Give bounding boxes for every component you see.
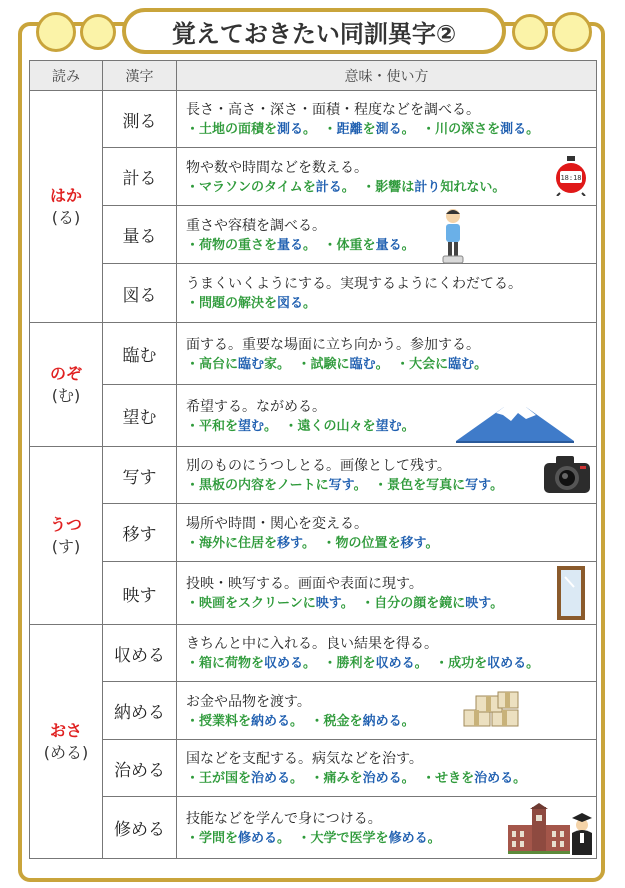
example-segment: 。 (303, 122, 310, 137)
example-segment: 。 (401, 771, 409, 786)
reading-cell (30, 447, 103, 625)
example-segment: 臨む (238, 356, 265, 372)
kanji-cell: 量る (103, 206, 177, 264)
table-header-row (30, 61, 597, 91)
usage-example (186, 122, 310, 137)
example-segment: ・体重を (323, 237, 376, 253)
usage-example (298, 357, 383, 372)
kanji-cell: 写す (103, 447, 177, 504)
table-row (30, 91, 597, 148)
usage-example (186, 478, 360, 493)
usage-example (186, 656, 310, 671)
kanji-cell: 修める (103, 797, 177, 859)
example-segment: 修める (388, 830, 428, 846)
example-segment: ・川の深さを (422, 122, 501, 137)
example-segment: ・せきを (422, 771, 475, 786)
example-segment: ・高台に (186, 356, 239, 372)
table-row (30, 797, 597, 859)
usage-examples (186, 769, 588, 789)
example-segment: ・影響は (362, 179, 415, 195)
example-segment: ・授業料を (186, 713, 252, 729)
example-segment: 治める (251, 771, 291, 786)
reading-kana: うつ (49, 514, 82, 534)
example-segment: 。 (303, 237, 310, 253)
usage-example (374, 478, 503, 493)
example-segment: 。 (340, 596, 348, 611)
meaning-text: 国などを支配する。病気などを治す。 (186, 751, 423, 767)
example-segment: 。 (303, 296, 317, 311)
kanji-cell: 映す (103, 562, 177, 625)
header-meaning: 意味・使い方 (177, 61, 597, 91)
usage-example (186, 714, 297, 729)
example-segment: 。 (375, 356, 383, 372)
table-row (30, 264, 597, 323)
meaning-cell (177, 682, 597, 740)
usage-examples (186, 534, 588, 554)
meaning-cell (177, 447, 597, 504)
usage-example (298, 831, 441, 846)
kanji-cell: 治める (103, 740, 177, 797)
table-row (30, 148, 597, 206)
meaning-cell (177, 740, 597, 797)
kanji-cell: 測る (103, 91, 177, 148)
usage-examples (186, 829, 588, 849)
table-row (30, 323, 597, 385)
decor-circle (512, 14, 548, 50)
usage-example (186, 831, 284, 846)
example-segment: 。 (301, 535, 309, 551)
usage-example (311, 771, 409, 786)
usage-example (285, 419, 415, 434)
usage-example (186, 296, 316, 311)
kanji-table (29, 60, 597, 859)
example-segment: 。 (427, 830, 441, 846)
meaning-cell (177, 264, 597, 323)
usage-example (186, 596, 347, 611)
example-segment: ・学問を (186, 830, 239, 846)
example-segment: 。 (303, 656, 310, 671)
meaning-cell (177, 562, 597, 625)
reading-okurigana: (る) (51, 207, 81, 227)
usage-example (422, 771, 526, 786)
example-segment: 。 (353, 478, 361, 493)
meaning-text: 面する。重要な場面に立ち向かう。参加する。 (186, 336, 480, 353)
example-segment: を (362, 122, 376, 137)
example-segment: ・荷物の重さを (186, 237, 278, 253)
reading-okurigana: (める) (43, 742, 89, 762)
example-segment: 写す (465, 478, 491, 493)
example-segment: ・平和を (186, 418, 239, 434)
meaning-text: お金や品物を渡す。 (186, 693, 311, 710)
example-segment: 測る (500, 122, 527, 137)
meaning-cell (177, 91, 597, 148)
kanji-cell: 移す (103, 504, 177, 562)
reading-okurigana: (む) (51, 385, 81, 405)
example-segment: ・痛みを (310, 771, 363, 786)
example-segment: ・箱に荷物を (186, 656, 265, 671)
example-segment: 。 (290, 713, 297, 729)
example-segment: 知れない。 (440, 179, 506, 195)
example-segment: 家。 (264, 356, 284, 372)
usage-examples (186, 417, 588, 437)
example-segment: 治める (474, 771, 514, 786)
example-segment: 望む (375, 418, 402, 434)
meaning-text: 重さや容積を調べる。 (186, 217, 326, 234)
example-segment: ・問題の解決を (186, 296, 278, 311)
reading-kana: のぞ (49, 363, 82, 383)
kanji-cell: 納める (103, 682, 177, 740)
usage-example (324, 656, 422, 671)
meaning-text: きちんと中に入れる。良い結果を得る。 (186, 636, 438, 652)
example-segment: ・遠くの山々を (284, 418, 376, 434)
usage-examples (186, 476, 588, 496)
example-segment: ・大学で医学を (297, 830, 389, 846)
decor-circle (552, 12, 592, 52)
meaning-cell (177, 385, 597, 447)
usage-example (186, 536, 309, 551)
meaning-cell (177, 323, 597, 385)
example-segment: ・景色を写真に (374, 478, 466, 493)
table-row (30, 504, 597, 562)
kanji-cell: 臨む (103, 323, 177, 385)
usage-examples (186, 120, 588, 140)
example-segment: ・物の位置を (322, 535, 401, 551)
example-segment: ・黒板の内容をノートに (186, 478, 329, 493)
meaning-text: 長さ・高さ・深さ・面積・程度などを調べる。 (186, 102, 480, 118)
example-segment: 。 (401, 418, 415, 434)
example-segment: ・大会に (396, 356, 449, 372)
usage-examples (186, 294, 588, 314)
usage-example (324, 238, 415, 253)
example-segment: 計る (315, 179, 342, 195)
example-segment: 臨む (448, 356, 475, 372)
meaning-text: 技能などを学んで身につける。 (186, 810, 382, 827)
example-segment: 。 (401, 122, 409, 137)
example-segment: ・王が国を (186, 771, 252, 786)
usage-example (362, 180, 505, 195)
example-segment: 。 (526, 656, 540, 671)
reading-cell (30, 91, 103, 323)
example-segment: 臨む (349, 356, 376, 372)
example-segment: ・マラソンのタイムを (186, 179, 316, 195)
example-segment: 。 (264, 418, 271, 434)
example-segment: 映す (465, 596, 491, 611)
meaning-cell (177, 206, 597, 264)
decor-circle (36, 12, 76, 52)
example-segment: 収める (487, 656, 527, 671)
reading-kana: はか (49, 185, 82, 205)
meaning-cell (177, 504, 597, 562)
kanji-cell: 図る (103, 264, 177, 323)
meaning-cell (177, 625, 597, 682)
svg-text:18:18: 18:18 (560, 174, 582, 182)
table-row (30, 625, 597, 682)
example-segment: 。 (290, 771, 297, 786)
example-segment: ・税金を (310, 713, 363, 729)
usage-example (422, 122, 539, 137)
meaning-text: 別のものにうつしとる。画像として残す。 (186, 458, 451, 474)
table-row (30, 385, 597, 447)
reading-kana: おさ (49, 720, 82, 740)
table-row (30, 562, 597, 625)
table-body (30, 91, 597, 859)
example-segment: ・勝利を (323, 656, 376, 671)
usage-examples (186, 178, 588, 198)
usage-example (186, 357, 284, 372)
usage-example (396, 357, 487, 372)
usage-example (186, 180, 348, 195)
example-segment: 。 (341, 179, 349, 195)
table-row (30, 682, 597, 740)
example-segment: 収める (264, 656, 304, 671)
usage-examples (186, 355, 588, 375)
example-segment: 修める (238, 830, 278, 846)
example-segment: 映す (315, 596, 341, 611)
usage-examples (186, 654, 588, 674)
meaning-text: 投映・映写する。画面や表面に現す。 (186, 576, 423, 592)
meaning-text: 物や数や時間などを数える。 (186, 159, 368, 176)
header-kanji: 漢字 (103, 61, 177, 91)
example-segment: 治める (362, 771, 402, 786)
example-segment: 測る (375, 122, 402, 137)
example-segment: 。 (414, 656, 422, 671)
example-segment: 。 (490, 596, 504, 611)
usage-example (361, 596, 503, 611)
example-segment: 望む (238, 418, 265, 434)
example-segment: 。 (474, 356, 488, 372)
reading-cell (30, 625, 103, 859)
example-segment: 。 (513, 771, 527, 786)
kanji-cell: 計る (103, 148, 177, 206)
table-row (30, 447, 597, 504)
example-segment: 量る (375, 237, 402, 253)
meaning-text: 場所や時間・関心を変える。 (186, 515, 368, 532)
example-segment: ・ (323, 122, 337, 137)
example-segment: 測る (277, 122, 304, 137)
decor-circle (80, 14, 116, 50)
example-segment: 。 (490, 478, 504, 493)
example-segment: ・映画をスクリーンに (186, 596, 316, 611)
example-segment: 計り (414, 179, 441, 195)
example-segment: 。 (526, 122, 540, 137)
header-yomi: 読み (30, 61, 103, 91)
example-segment: 量る (277, 237, 304, 253)
example-segment: 収める (375, 656, 415, 671)
example-segment: ・成功を (435, 656, 488, 671)
example-segment: 。 (401, 237, 415, 253)
example-segment: 。 (401, 713, 415, 729)
example-segment: ・土地の面積を (186, 122, 278, 137)
example-segment: 。 (425, 535, 439, 551)
example-segment: 距離 (336, 122, 363, 137)
reading-okurigana: (す) (51, 536, 81, 556)
example-segment: 移す (277, 535, 302, 551)
kanji-cell: 収める (103, 625, 177, 682)
example-segment: ・試験に (297, 356, 350, 372)
meaning-text: 希望する。ながめる。 (186, 398, 326, 415)
usage-example (186, 238, 310, 253)
example-segment: 写す (328, 478, 354, 493)
example-segment: 納める (251, 713, 291, 729)
usage-examples (186, 712, 588, 732)
example-segment: 移す (400, 535, 426, 551)
meaning-cell (177, 148, 597, 206)
usage-example (311, 714, 415, 729)
example-segment: 納める (362, 713, 402, 729)
usage-example (186, 419, 271, 434)
table-row (30, 740, 597, 797)
example-segment: 図る (277, 296, 304, 311)
example-segment: 。 (277, 830, 284, 846)
usage-example (323, 536, 439, 551)
usage-example (186, 771, 297, 786)
meaning-cell (177, 797, 597, 859)
usage-example (324, 122, 409, 137)
meaning-text: うまくいくようにする。実現するようにくわだてる。 (186, 276, 522, 292)
table-row (30, 206, 597, 264)
usage-examples (186, 594, 588, 614)
example-segment: ・自分の顔を鏡に (361, 596, 466, 611)
usage-examples (186, 236, 588, 256)
page-title: 覚えておきたい同訓異字② (122, 8, 506, 54)
kanji-cell: 望む (103, 385, 177, 447)
usage-example (435, 656, 539, 671)
reading-cell (30, 323, 103, 447)
example-segment: ・海外に住居を (186, 535, 278, 551)
